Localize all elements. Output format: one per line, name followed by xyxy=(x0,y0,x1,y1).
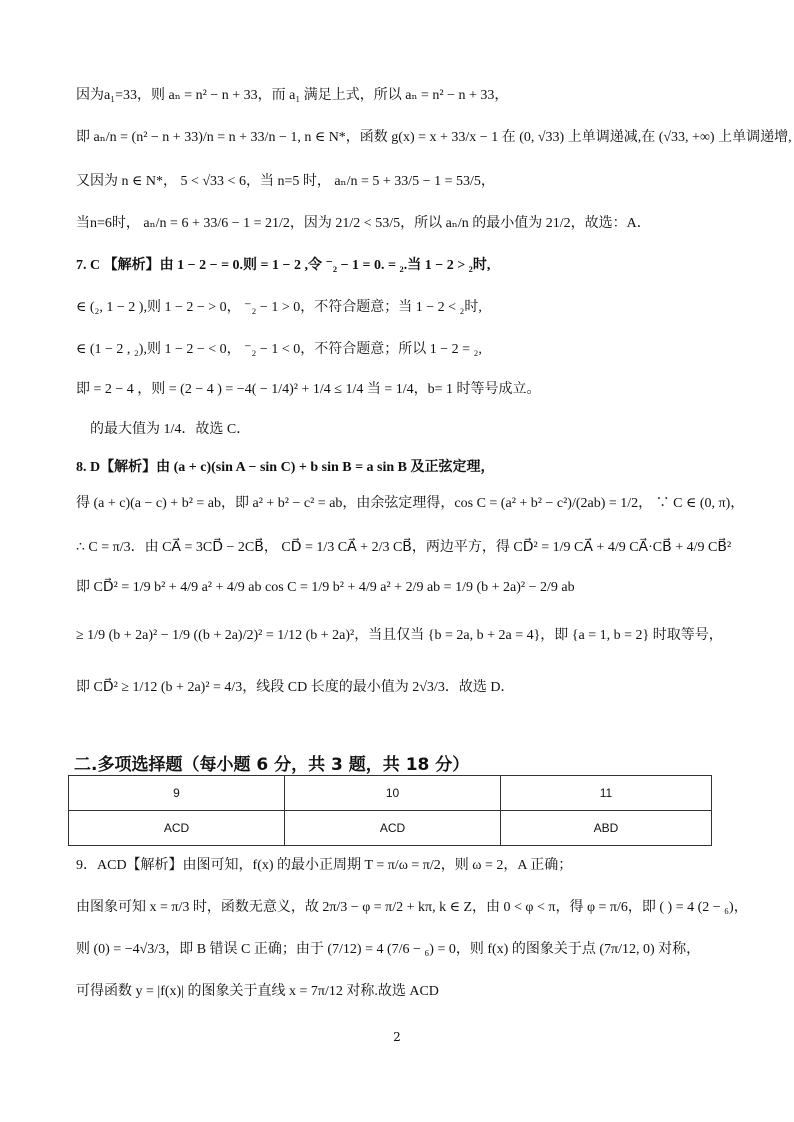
table-cell: ACD xyxy=(285,811,501,846)
text-line: 则 (0) = −4√3/3，即 B 错误 C 正确；由于 (7/12) = 4 (7/6 − ₆) = 0，则 f(x) 的图象关于点 (7π/12, 0) 对称， xyxy=(76,942,701,957)
page-number: 2 xyxy=(393,1030,401,1044)
table-row xyxy=(69,811,712,846)
table-header-row xyxy=(69,776,712,811)
table-cell: 11 xyxy=(501,776,712,811)
table-cell: ABD xyxy=(501,811,712,846)
text-line: 由图象可知 x = π/3 时，函数无意义，故 2π/3 − φ = π/2 + kπ, k ∈ Z，由 0 < φ < π，得 φ = π/6，即 ( ) = 4 (2 − ₆)， xyxy=(76,900,748,915)
table-cell: ACD xyxy=(69,811,285,846)
text-line: 可得函数 y = |f(x)| 的图象关于直线 x = 7π/12 对称.故选 ACD xyxy=(76,984,439,999)
text-line: 即 = 2 − 4 ，则 = (2 − 4 ) = −4( − 1/4)² + 1/4 ≤ 1/4 当 = 1/4，b= 1 时等号成立。 xyxy=(76,382,541,397)
text-line: 即 CD⃗² ≥ 1/12 (b + 2a)² = 4/3，线段 CD 长度的最小值为 2√3/3．故选 D． xyxy=(76,680,515,695)
text-line: 因为a₁=33，则 aₙ = n² − n + 33，而 a₁ 满足上式，所以 aₙ = n² − n + 33， xyxy=(76,88,509,103)
text-line: 得 (a + c)(a − c) + b² = ab，即 a² + b² − c² = ab，由余弦定理得，cos C = (a² + b² − c²)/(2ab) = 1/2， ∵ C ∈ (0, π)， xyxy=(76,496,745,511)
text-line: 即 CD⃗² = 1/9 b² + 4/9 a² + 4/9 ab cos C = 1/9 b² + 4/9 a² + 2/9 ab = 1/9 (b + 2a)² − 2/9 ab xyxy=(76,580,575,595)
table-cell: 9 xyxy=(69,776,285,811)
text-line: ∈ (₂, 1 − 2 ),则 1 − 2 − > 0， ⁻₂ − 1 > 0，不符合题意；当 1 − 2 < ₂时, xyxy=(76,300,482,315)
text-line: ≥ 1/9 (b + 2a)² − 1/9 ((b + 2a)/2)² = 1/12 (b + 2a)²，当且仅当 {b = 2a, b + 2a = 4}，即 {a = 1, b = 2} 时取等号， xyxy=(76,628,723,643)
table-cell: 10 xyxy=(285,776,501,811)
text-line: 7. C 【解析】由 1 − 2 − = 0.则 = 1 − 2 ,令 ⁻₂ − 1 = 0. = ₂.当 1 − 2 > ₂时, xyxy=(76,258,491,273)
section-title: 二.多项选择题（每小题 6 分，共 3 题，共 18 分） xyxy=(74,755,470,775)
text-line: 8. D【解析】由 (a + c)(sin A − sin C) + b sin B = a sin B 及正弦定理， xyxy=(76,460,495,475)
text-line: 的最大值为 1/4．故选 C． xyxy=(90,422,251,437)
text-line: 9．ACD【解析】由图可知，f(x) 的最小正周期 T = π/ω = π/2，则 ω = 2，A 正确； xyxy=(76,858,573,873)
text-line: 当n=6时， aₙ/n = 6 + 33/6 − 1 = 21/2，因为 21/2 < 53/5，所以 aₙ/n 的最小值为 21/2，故选：A． xyxy=(76,216,651,231)
text-line: ∈ (1 − 2 , ₂),则 1 − 2 − < 0， ⁻₂ − 1 < 0，不符合题意；所以 1 − 2 = ₂, xyxy=(76,342,482,357)
text-line: ∴ C = π/3．由 CA⃗ = 3CD⃗ − 2CB⃗， CD⃗ = 1/3 CA⃗ + 2/3 CB⃗，两边平方，得 CD⃗² = 1/9 CA⃗ + 4/9 CA⃗·CB⃗ + 4/9 CB⃗² xyxy=(76,540,732,555)
text-line: 即 aₙ/n = (n² − n + 33)/n = n + 33/n − 1, n ∈ N*，函数 g(x) = x + 33/x − 1 在 (0, √33) 上单调递减,在 (√33, +∞) 上单调递增, xyxy=(76,130,792,145)
text-line: 又因为 n ∈ N*， 5 < √33 < 6，当 n=5 时， aₙ/n = 5 + 33/5 − 1 = 53/5， xyxy=(76,174,495,189)
answer-table xyxy=(68,775,712,846)
